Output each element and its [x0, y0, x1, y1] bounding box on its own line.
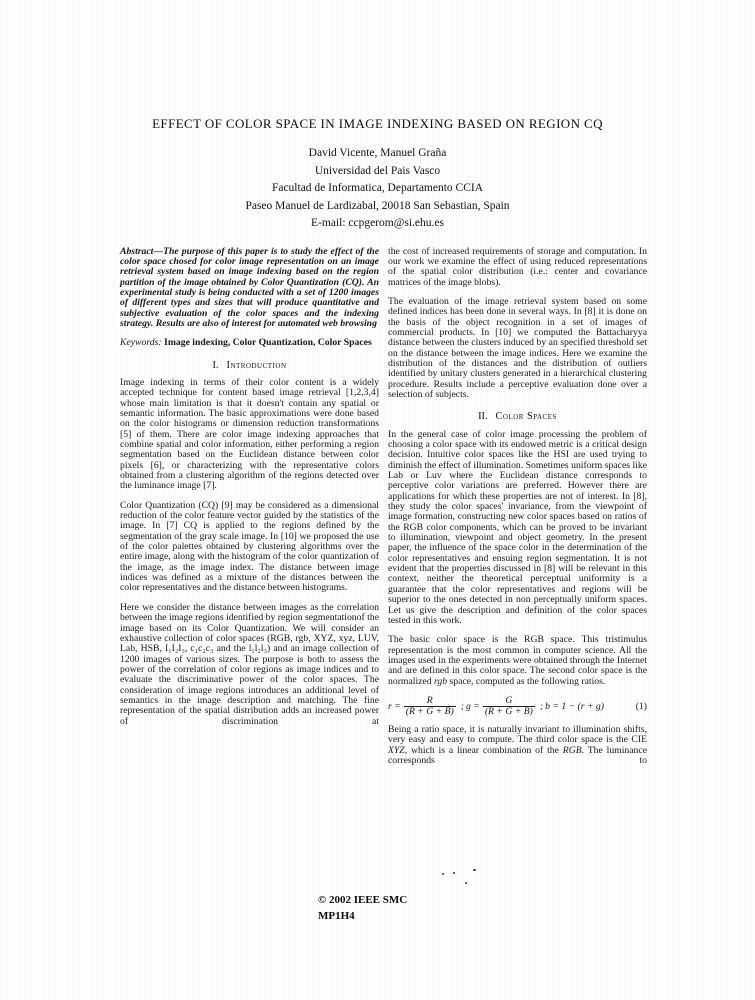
affiliation-faculty: Facultad de Informatica, Departamento CCIA	[271, 182, 484, 194]
ink-speckle	[453, 872, 455, 874]
fraction-r	[404, 696, 456, 718]
equation-g-lhs: g =	[466, 700, 480, 712]
equation-r-lhs: r =	[388, 700, 401, 712]
paragraph-segment: Being a ratio space, it is naturally invariant to illumination shifts, very easy and easy to compute. The third color space is the CIE	[388, 723, 647, 746]
ink-speckle	[473, 869, 476, 871]
section-numeral: I.	[212, 359, 219, 371]
colorspaces-paragraph-2	[388, 635, 647, 687]
equation-b-expression: b = 1 − (r + g)	[545, 700, 605, 712]
keywords-label: Keywords:	[120, 337, 162, 349]
rgb-italic: rgb	[434, 675, 448, 687]
equation-1	[388, 696, 647, 718]
section-numeral: II.	[478, 411, 488, 423]
equation-separator: ;	[460, 700, 465, 712]
intro-paragraph-2: Color Quantization (CQ) [9] may be considered as a dimensional reduction of the color feature vector guided by the statistics of the image. In [7] CQ is applied to the regions defined by the segmentation of the gray scale image. In [10] we proposed the use of the color palettes obtained by clustering algorithms over the entire image, along with the histogram of the color quantization of the image, as the image index. The distance between image indices was defined as a mixture of the distances between the color representatives and the distance between histograms.	[120, 499, 379, 594]
paragraph-segment: . The luminance corresponds to	[388, 744, 647, 766]
body-paragraph-storage: the cost of increased requirements of storage and computation. In our work we examine the effect of using reduced representations of the spatial color distribution (i.e.: center and covariance matrices of the image blobs).	[388, 245, 647, 288]
section-heading-color-spaces	[388, 412, 647, 422]
numerator: G	[505, 694, 513, 706]
denominator: (R + G + B)	[484, 706, 533, 718]
two-column-body	[0, 233, 755, 776]
author-email: E-mail: ccpgerom@si.ehu.es	[311, 217, 444, 229]
intro-paragraph-1: Image indexing in terms of their color content is a widely accepted technique for content based image retrieval [1,2,3,4] whose main limitation is that it doesn't contain any spatial or semantic information. The basic approximations were done based on the color histograms or dimension reduction transformations [5] of them. There are color image indexing approaches that combine spatial and color information, either performing a region segmentation based on the Euclidean distance between color pixels [6], or characterizing with the representative colors obtained from a clustering algorithm of the regions detected over the luminance image [7].	[120, 376, 379, 492]
body-paragraph-evaluation: The evaluation of the image retrieval system based on some defined indices has been done in several ways. In [8] it is done on the basis of the object recognition in a set of images of commercial products. In [10] we computed the Battacharyya distance between the clusters induced by an specified threshold set on the distance between the image indices. Here we examine the distribution of the distances and the distribution of outliers identified by unitary clusters generated in a hierarchical clustering procedure. Results include a perceptive evaluation done over a selection of subjects.	[388, 295, 647, 400]
intro-paragraph-3: Here we consider the distance between images as the correlation between the image regions identified by region segmentationof the image based on its Color Quantization. We will consider an exhaustive collection of color spaces (RGB, rgb, XYZ, xyz, LUV, Lab, HSB, I₁I₂I₃, c₁c₂c₃ and the l₁l₂l₃) and an image collection of 1200 images of various sizes. The purpose is both to assess the power of the correlation of color regions as image indices and to evaluate the discriminative power of the color spaces. The consideration of image regions introduces an additional level of semantics in the image description and matching. The fine representation of the spatial distribution adds an increased power of discrimination at	[120, 601, 379, 727]
colorspaces-paragraph-3	[388, 725, 647, 766]
affiliation-address: Paseo Manuel de Lardizabal, 20018 San Sebastian, Spain	[245, 199, 510, 212]
rgb-italic: RGB	[562, 744, 582, 756]
equation-separator: ;	[539, 700, 544, 712]
right-column	[388, 247, 647, 776]
paper-id-line: MP1H4	[318, 909, 355, 922]
paragraph-segment: The basic color space is the RGB space. This tristimulus representation is the most common in computer science. All the images used in the experiments were obtained through the Internet and are defined in this color space. The second color space is the normalized	[388, 634, 647, 687]
numerator: R	[426, 694, 433, 706]
left-column	[120, 247, 379, 736]
denominator: (R + G + B)	[405, 706, 454, 718]
affiliation-university: Universidad del Pais Vasco	[314, 164, 441, 177]
xyz-italic: XYZ	[388, 744, 405, 756]
paragraph-segment: space, computed as the following ratios.	[447, 675, 606, 687]
fraction-g	[483, 696, 535, 718]
keywords-text: Image indexing, Color Quantization, Color Spaces	[161, 337, 372, 349]
abstract-text: The purpose of this paper is to study the effect of the color space chosed for color image representation on an image retrieval system based on image indexing based on the region partition of the image obtained by Color Quantization (CQ). An experimental study is being conducted with a set of 1200 images of different types and sizes that will produce quantitative and subjective evaluation of the color spaces and the indexing strategy. Results are also of interest for automated web browsing	[120, 245, 379, 329]
paper-title: EFFECT OF COLOR SPACE IN IMAGE INDEXING BASED ON REGION CQ	[152, 116, 603, 131]
page-footer	[318, 893, 407, 924]
ink-speckle	[465, 882, 467, 884]
copyright-line: © 2002 IEEE SMC	[318, 894, 408, 906]
author-names: David Vicente, Manuel Graña	[308, 147, 447, 159]
paragraph-segment: , which is a linear combination of the	[404, 744, 563, 756]
abstract-paragraph	[120, 247, 379, 330]
section-title: Color Spaces	[495, 411, 557, 423]
colorspaces-paragraph-1: In the general case of color image processing the problem of choosing a color space with its endowed metric is a critical design decision. Intuitive color spaces like the HSI are used trying to diminish the effect of illumination. Sometimes uniform spaces like Lab or Luv where the Euclidean distance corresponds to perceptive color variations are preferred. However there are applications for which these properties are not of interest. In [8], they study the color spaces' invariance, from the viewpoint of image formation, constructing new color spaces based on ratios of the RGB color components, which can be proved to be invariant to illumination, viewpoint and object geometry. In the present paper, the influence of the space color in the determination of the color representatives and ensuing region segmentation. It is not evident that the properties discussed in [8] will be relevant in this context, neither the theoretical perceptual uniformity is a guarantee that the color representatives and regions will be superior to the ones detected in non perceptually uniform spaces. Let us give the description and definition of the color spaces tested in this work.	[388, 428, 647, 626]
section-title: Introduction	[226, 359, 287, 371]
abstract-label: Abstract—	[120, 245, 164, 257]
author-block	[0, 145, 755, 233]
equation-number: (1)	[635, 700, 647, 712]
ink-speckle	[442, 873, 444, 875]
section-heading-introduction	[120, 361, 379, 371]
keywords-line	[120, 338, 379, 348]
